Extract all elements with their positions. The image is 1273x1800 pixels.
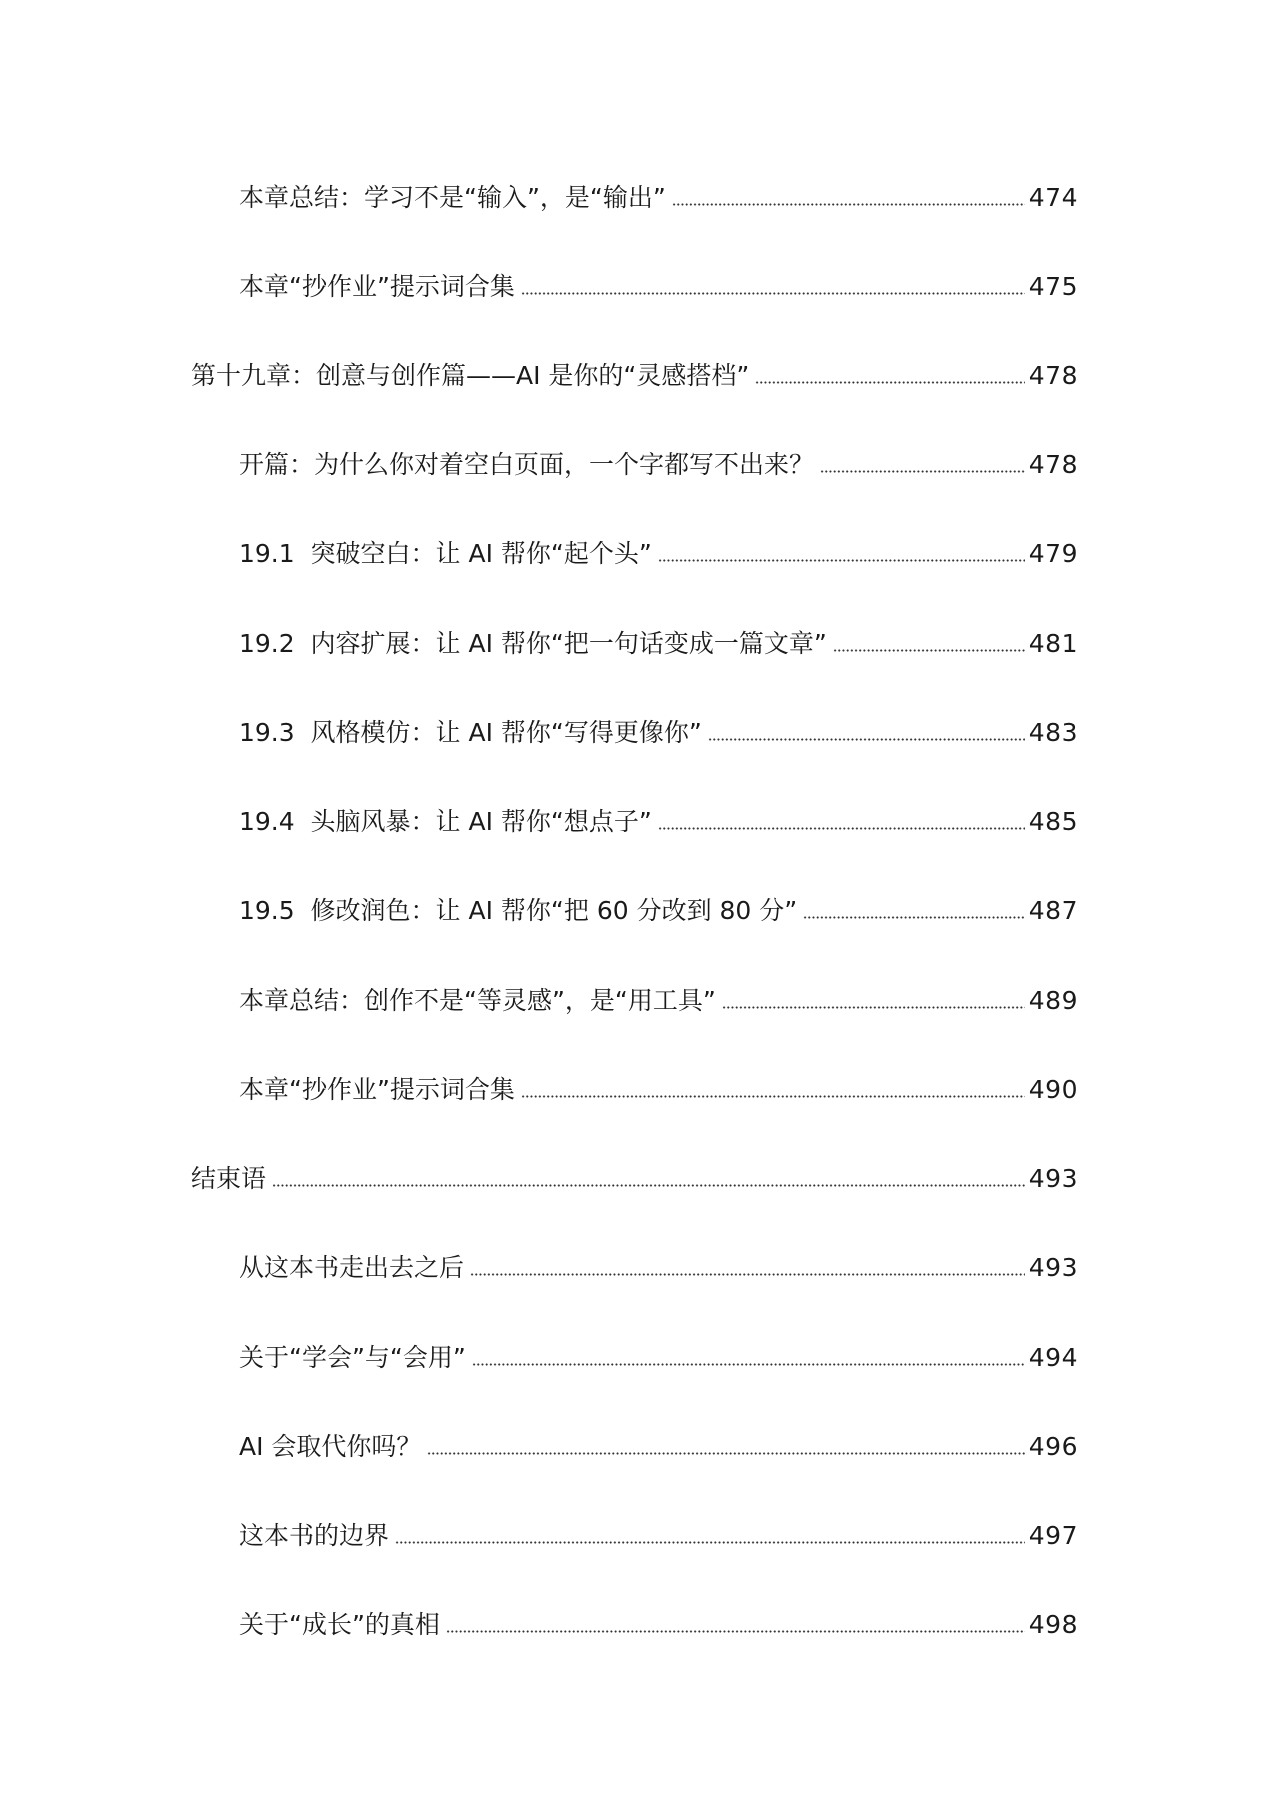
toc-entry-title: 开篇：为什么你对着空白页面，一个字都写不出来？ [239,450,815,479]
toc-entry-title: 本章总结：学习不是“输入”，是“输出” [239,183,666,212]
toc-entry[interactable] [239,798,1078,846]
dot-leader [521,292,1025,295]
toc-entry-title: 19.4 头脑风暴：让 AI 帮你“想点子” [239,807,652,836]
toc-entry[interactable] [239,1334,1078,1382]
dot-leader [820,470,1025,473]
dot-leader [708,738,1025,741]
toc-entry-page: 475 [1028,272,1078,301]
toc-entry-page: 497 [1028,1521,1078,1550]
toc-entry-page: 481 [1028,629,1078,658]
toc-entry-title: 19.5 修改润色：让 AI 帮你“把 60 分改到 80 分” [239,896,798,925]
toc-entry[interactable] [239,977,1078,1025]
toc-entry-page: 496 [1028,1432,1078,1461]
dot-leader [672,203,1025,206]
toc-entry[interactable] [239,441,1078,489]
toc-chapter-entry[interactable] [191,352,1078,400]
toc-entry-page: 489 [1028,986,1078,1015]
toc-entry[interactable] [239,263,1078,311]
toc-entry[interactable] [239,1423,1078,1471]
toc-entry[interactable] [239,1066,1078,1114]
dot-leader [833,649,1025,652]
toc-entry-title: 19.1 突破空白：让 AI 帮你“起个头” [239,539,652,568]
toc-entry-title: 本章“抄作业”提示词合集 [239,1075,515,1104]
toc-entry-title: 第十九章：创意与创作篇——AI 是你的“灵感搭档” [191,361,750,390]
toc-entry[interactable] [239,1244,1078,1292]
toc-entry-title: 本章总结：创作不是“等灵感”，是“用工具” [239,986,716,1015]
toc-entry[interactable] [239,1601,1078,1649]
toc-entry[interactable] [239,174,1078,222]
toc-entry-title: 19.2 内容扩展：让 AI 帮你“把一句话变成一篇文章” [239,629,827,658]
toc-entry-title: 关于“成长”的真相 [239,1610,440,1639]
toc-entry-page: 483 [1028,718,1078,747]
toc-entry-page: 485 [1028,807,1078,836]
toc-entry-page: 479 [1028,539,1078,568]
toc-entry-page: 493 [1028,1164,1078,1193]
toc-entry-page: 474 [1028,183,1078,212]
dot-leader [470,1273,1025,1276]
dot-leader [755,381,1024,384]
dot-leader [472,1363,1025,1366]
toc-entry-page: 487 [1028,896,1078,925]
toc-entry-title: 这本书的边界 [239,1521,390,1550]
dot-leader [658,827,1025,830]
dot-leader [521,1095,1025,1098]
toc-entry[interactable] [239,530,1078,578]
dot-leader [272,1184,1025,1187]
toc-entry[interactable] [239,620,1078,668]
toc-entry-page: 493 [1028,1253,1078,1282]
dot-leader [658,559,1025,562]
dot-leader [803,916,1025,919]
toc-entry-page: 490 [1028,1075,1078,1104]
toc-entry-page: 494 [1028,1343,1078,1372]
toc-entry-page: 478 [1028,450,1078,479]
toc-entry[interactable] [239,887,1078,935]
toc-entry-title: 从这本书走出去之后 [239,1253,465,1282]
toc-entry-title: 关于“学会”与“会用” [239,1343,466,1372]
toc-entry-title: 结束语 [191,1164,267,1193]
toc-chapter-entry[interactable] [191,1155,1078,1203]
toc-entry-page: 478 [1028,361,1078,390]
dot-leader [427,1452,1024,1455]
toc-entry-title: 本章“抄作业”提示词合集 [239,272,515,301]
dot-leader [446,1630,1025,1633]
dot-leader [722,1006,1025,1009]
toc-entry[interactable] [239,709,1078,757]
toc-entry-page: 498 [1028,1610,1078,1639]
toc-entry[interactable] [239,1512,1078,1560]
dot-leader [395,1541,1025,1544]
toc-entry-title: AI 会取代你吗？ [239,1432,422,1461]
toc-entry-title: 19.3 风格模仿：让 AI 帮你“写得更像你” [239,718,702,747]
